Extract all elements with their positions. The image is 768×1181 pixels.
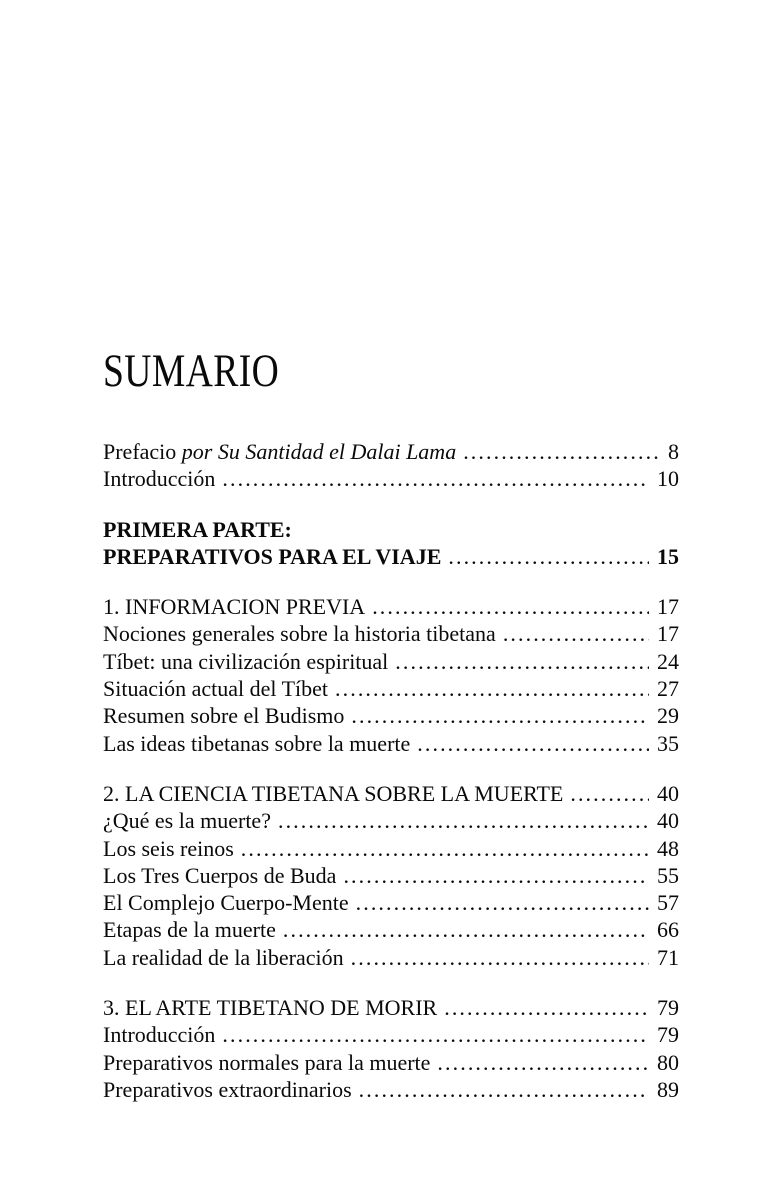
toc-entry-page-number: 27 — [657, 676, 679, 702]
dot-leader — [570, 780, 649, 807]
toc-entry-label: Resumen sobre el Budismo — [103, 703, 345, 729]
toc-entry-label: Preparativos normales para la muerte — [103, 1049, 431, 1075]
dot-leader — [351, 944, 649, 971]
toc-entry-page-number: 35 — [657, 730, 679, 756]
toc-entry-label: PREPARATIVOS PARA EL VIAJE — [103, 543, 442, 569]
toc-entry-label: Nociones generales sobre la historia tibetana — [103, 621, 496, 647]
toc-entry-page-number: 79 — [657, 1022, 679, 1048]
toc-entry-label: 3. EL ARTE TIBETANO DE MORIR — [103, 995, 438, 1021]
toc-entry-label: Los Tres Cuerpos de Buda — [103, 862, 337, 888]
toc-entry-page-number: 66 — [657, 917, 679, 943]
toc-entry-page-number: 10 — [657, 466, 679, 492]
toc-entry-page-number: 57 — [657, 890, 679, 916]
toc-entry-page-number: 24 — [657, 648, 679, 674]
toc-entry-label: Etapas de la muerte — [103, 917, 276, 943]
toc-entry-page-number: 55 — [657, 862, 679, 888]
dot-leader — [351, 702, 649, 729]
toc-entry — [103, 702, 679, 729]
toc-entry-label: 1. INFORMACION PREVIA — [103, 594, 366, 620]
toc-entry-label: Situación actual del Tíbet — [103, 676, 329, 702]
toc-entry-page-number: 17 — [657, 621, 679, 647]
dot-leader — [437, 1049, 649, 1076]
dot-leader — [417, 730, 649, 757]
dot-leader — [448, 543, 649, 570]
page-title: SUMARIO — [103, 345, 280, 397]
toc-part-heading — [103, 543, 679, 570]
toc-chapter-heading — [103, 593, 679, 620]
toc-entry-page-number: 15 — [657, 543, 679, 569]
toc-entry-label: La realidad de la liberación — [103, 944, 344, 970]
toc-entry-page-number: 40 — [657, 808, 679, 834]
toc-entry — [103, 465, 679, 492]
toc-entry-page-number: 40 — [657, 780, 679, 806]
toc-entry — [103, 889, 679, 916]
toc-entry-page-number: 89 — [657, 1076, 679, 1102]
toc-entry-label: ¿Qué es la muerte? — [103, 808, 271, 834]
toc-entry — [103, 944, 679, 971]
dot-leader — [335, 675, 649, 702]
dot-leader — [359, 1076, 649, 1103]
dot-leader — [463, 438, 660, 465]
toc-entry-page-number: 29 — [657, 703, 679, 729]
toc-entry-text-italic: por Su Santidad el Dalai Lama — [176, 439, 457, 464]
toc-entry — [103, 862, 679, 889]
toc-entry-page-number: 79 — [657, 995, 679, 1021]
toc-chapter-heading — [103, 994, 679, 1021]
toc-entry-label: 2. LA CIENCIA TIBETANA SOBRE LA MUERTE — [103, 780, 564, 806]
toc-entry-label: PRIMERA PARTE: — [103, 516, 292, 542]
toc-entry-page-number: 71 — [657, 944, 679, 970]
toc-entry-label: Tíbet: una civilización espiritual — [103, 648, 389, 674]
toc-entry-page-number: 80 — [657, 1049, 679, 1075]
toc-entry — [103, 835, 679, 862]
toc-entry-label: El Complejo Cuerpo-Mente — [103, 890, 349, 916]
dot-leader — [444, 994, 649, 1021]
dot-leader — [222, 1021, 649, 1048]
toc-entry — [103, 620, 679, 647]
toc-entry — [103, 438, 679, 465]
toc-entry — [103, 1076, 679, 1103]
toc-entry-label: Introducción — [103, 1022, 216, 1048]
table-of-contents — [103, 438, 679, 1103]
toc-entry — [103, 1021, 679, 1048]
dot-leader — [503, 620, 649, 647]
toc-entry-label: Preparativos extraordinarios — [103, 1076, 352, 1102]
dot-leader — [343, 862, 649, 889]
toc-entry — [103, 675, 679, 702]
toc-entry — [103, 730, 679, 757]
toc-entry — [103, 648, 679, 675]
toc-entry — [103, 807, 679, 834]
toc-entry — [103, 916, 679, 943]
toc-part-heading — [103, 516, 679, 543]
toc-entry-label — [103, 438, 456, 465]
toc-chapter-heading — [103, 780, 679, 807]
toc-entry-label: Los seis reinos — [103, 835, 234, 861]
dot-leader — [395, 648, 649, 675]
toc-entry-page-number: 17 — [657, 594, 679, 620]
toc-entry-text: Prefacio — [103, 439, 177, 464]
toc-entry-label: Introducción — [103, 466, 216, 492]
toc-entry — [103, 1049, 679, 1076]
dot-leader — [283, 916, 649, 943]
dot-leader — [222, 465, 649, 492]
dot-leader — [356, 889, 649, 916]
toc-entry-label: Las ideas tibetanas sobre la muerte — [103, 730, 411, 756]
dot-leader — [372, 593, 649, 620]
toc-entry-page-number: 48 — [657, 835, 679, 861]
dot-leader — [278, 807, 649, 834]
toc-entry-page-number: 8 — [668, 439, 679, 464]
dot-leader — [241, 835, 649, 862]
